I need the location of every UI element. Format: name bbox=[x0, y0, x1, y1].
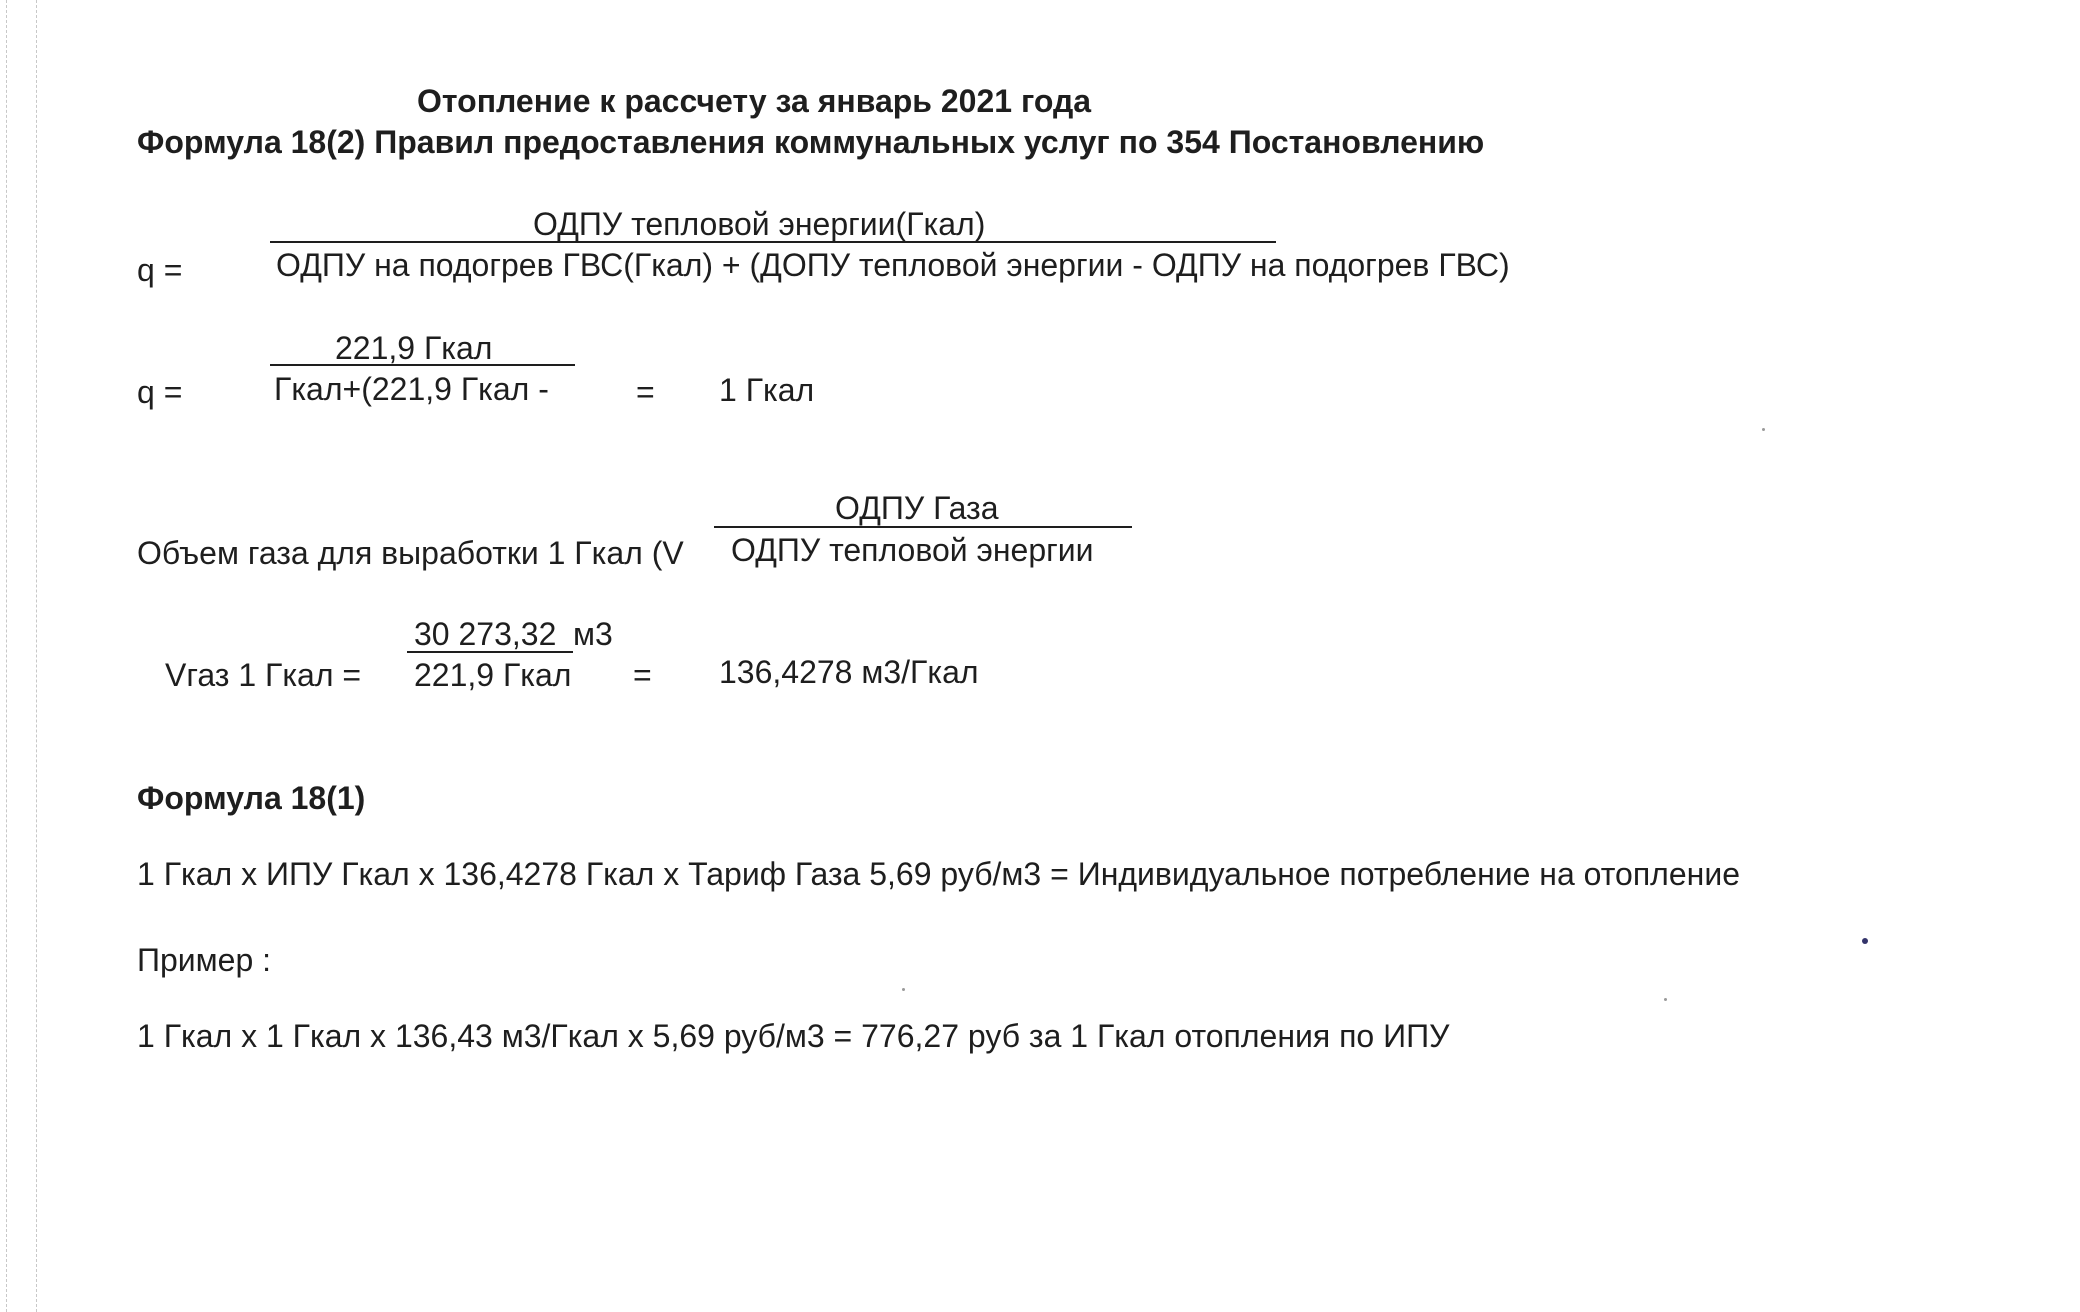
fraction-bar bbox=[270, 364, 575, 366]
scan-speck bbox=[1862, 938, 1868, 944]
q-values-numerator: 221,9 Гкал bbox=[335, 330, 493, 366]
example-expression: 1 Гкал х 1 Гкал х 136,43 м3/Гкал х 5,69 руб/м3 = 776,27 руб за 1 Гкал отопления по ИПУ bbox=[137, 1018, 1450, 1054]
gas-volume-numerator: ОДПУ Газа bbox=[835, 490, 999, 526]
scan-edge-inner bbox=[36, 0, 37, 1312]
gas-volume-label: Объем газа для выработки 1 Гкал (V bbox=[137, 535, 684, 571]
document-subtitle: Формула 18(2) Правил предоставления коммунальных услуг по 354 Постановлению bbox=[137, 124, 1485, 160]
q-values-result: 1 Гкал bbox=[719, 372, 815, 408]
gas-values-numerator: 30 273,32 bbox=[414, 616, 557, 652]
formula-q-numerator: ОДПУ тепловой энергии(Гкал) bbox=[533, 206, 986, 242]
formula-q-lhs: q = bbox=[137, 252, 183, 288]
gas-values-equals: = bbox=[633, 657, 652, 693]
document-title: Отопление к рассчету за январь 2021 года bbox=[417, 83, 1092, 119]
fraction-bar bbox=[714, 526, 1132, 528]
formula-q-denominator: ОДПУ на подогрев ГВС(Гкал) + (ДОПУ тепловой энергии - ОДПУ на подогрев ГВС) bbox=[276, 247, 1510, 283]
fraction-bar bbox=[270, 241, 1276, 243]
q-values-denominator: Гкал+(221,9 Гкал - bbox=[274, 371, 549, 407]
gas-values-denominator: 221,9 Гкал bbox=[414, 657, 572, 693]
formula-18-1-heading: Формула 18(1) bbox=[137, 780, 366, 816]
gas-volume-denominator: ОДПУ тепловой энергии bbox=[731, 532, 1094, 568]
scan-speck bbox=[1762, 428, 1765, 431]
scan-speck bbox=[1664, 998, 1667, 1001]
gas-values-result: 136,4278 м3/Гкал bbox=[719, 654, 979, 690]
formula-18-1-expression: 1 Гкал х ИПУ Гкал х 136,4278 Гкал х Тариф Газа 5,69 руб/м3 = Индивидуальное потребление на отопление bbox=[137, 856, 1740, 892]
scan-speck bbox=[902, 988, 905, 991]
q-values-equals: = bbox=[636, 374, 655, 410]
fraction-bar bbox=[407, 651, 573, 653]
example-label: Пример : bbox=[137, 942, 272, 978]
gas-values-numerator-unit: м3 bbox=[573, 616, 613, 652]
gas-values-lhs: Vгаз 1 Гкал = bbox=[165, 657, 362, 693]
q-values-lhs: q = bbox=[137, 374, 183, 410]
scan-edge-left bbox=[6, 0, 7, 1312]
